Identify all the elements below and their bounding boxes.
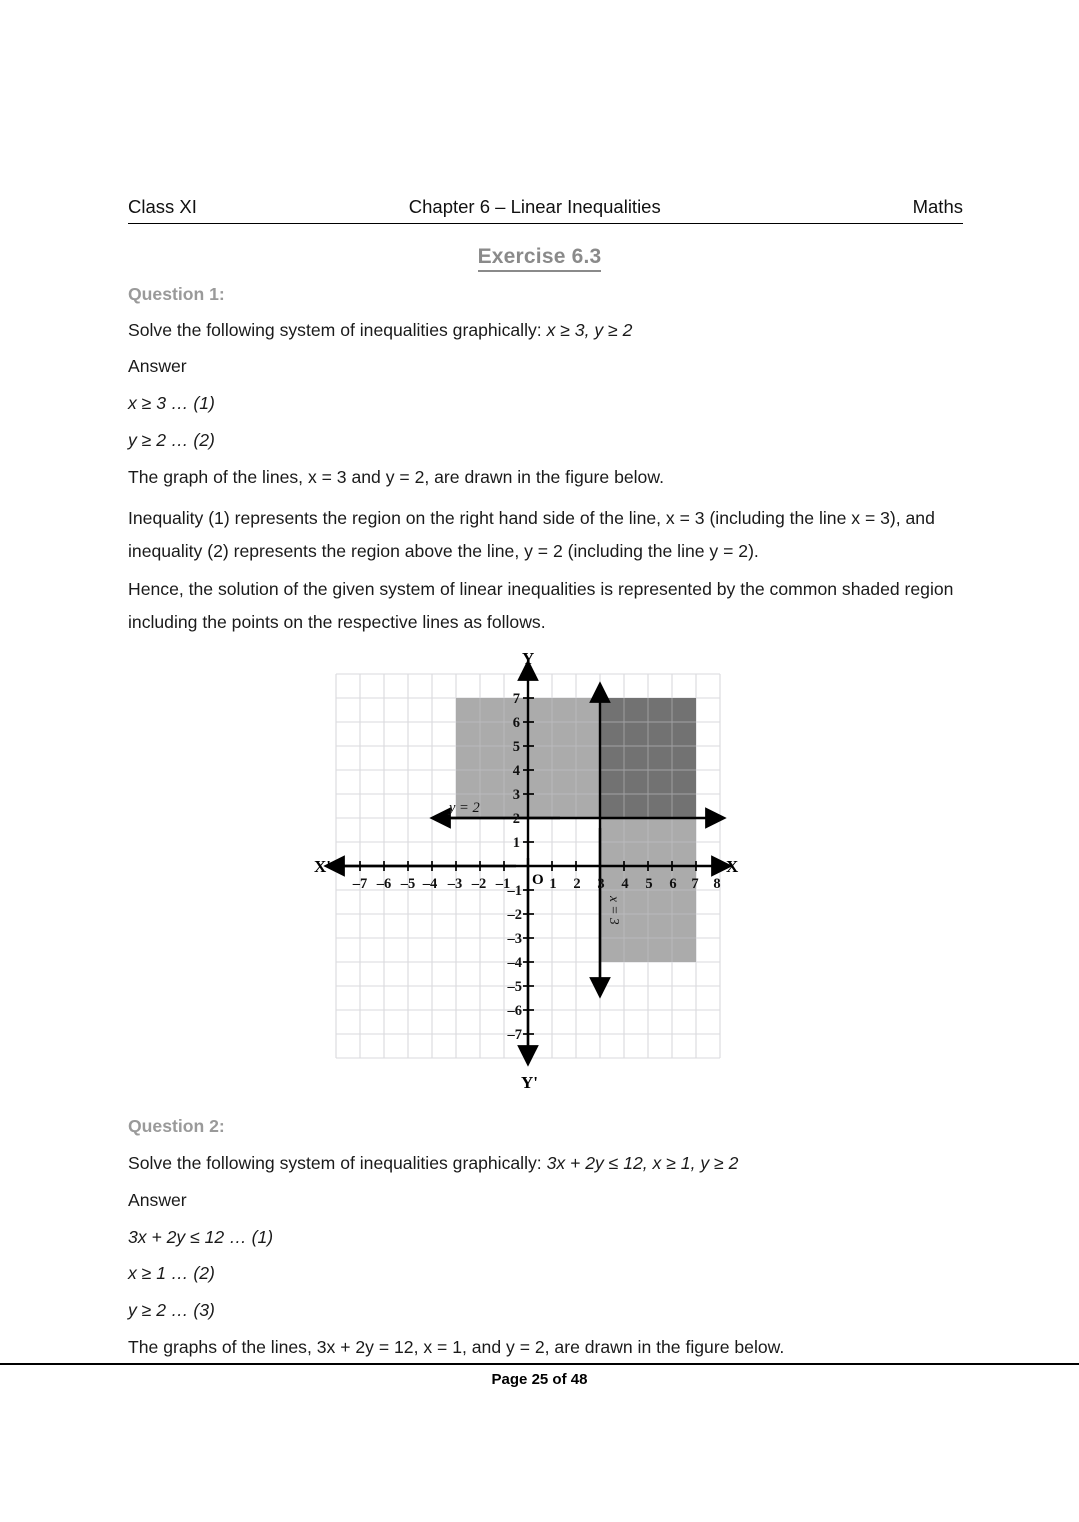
question-1-equation-2 (128, 430, 964, 451)
label-line-x-equals-3: x = 3 (607, 896, 622, 925)
axis-label-y-positive: Y (522, 649, 535, 668)
question-1-para-3: Hence, the solution of the given system of linear inequalities is represented by the common shaded region including the points on the respective lines as follows. (128, 579, 954, 632)
x-tick-label: –1 (495, 876, 511, 892)
x-tick-label: –7 (352, 876, 368, 892)
x-tick-label: –6 (376, 876, 392, 892)
question-2-prompt (128, 1153, 964, 1174)
header-class: Class XI (128, 196, 197, 217)
question-1-para-2: Inequality (1) represents the region on the right hand side of the line, x = 3 (including the line x = 3), and inequality (2) represents the region above the line, y = 2 (including the line y = 2). (128, 508, 935, 561)
question-2-prompt-prefix: Solve the following system of inequalities graphically: (128, 1153, 547, 1173)
axis-label-y-negative: Y' (521, 1073, 538, 1092)
y-tick-label: 2 (512, 811, 520, 827)
label-line-y-equals-2: y = 2 (449, 800, 480, 816)
question-2-equation-3 (128, 1300, 964, 1321)
y-tick-label: –3 (507, 931, 522, 947)
x-tick-label: –5 (400, 876, 416, 892)
question-1-prompt (128, 320, 964, 341)
y-tick-label: –5 (507, 979, 522, 995)
x-tick-label: 7 (691, 876, 699, 892)
question-1-equation-2-text: y ≥ 2 … (2) (128, 429, 215, 450)
question-1-block (128, 286, 964, 645)
x-tick-label: 4 (621, 876, 629, 892)
question-2-prompt-math: 3x + 2y ≤ 12, x ≥ 1, y ≥ 2 (546, 1153, 739, 1173)
x-tick-label: 5 (645, 876, 653, 892)
x-tick-label: –4 (422, 876, 438, 892)
question-2-equation-1-text: 3x + 2y ≤ 12 … (1) (128, 1226, 274, 1247)
x-tick-label: 6 (669, 876, 677, 892)
question-2-block (128, 1116, 964, 1374)
y-tick-label: –4 (507, 955, 522, 971)
question-2-para-1: The graphs of the lines, 3x + 2y = 12, x = 1, and y = 2, are drawn in the figure below. (128, 1336, 785, 1357)
page-header (128, 196, 963, 224)
x-tick-label: 8 (713, 876, 721, 892)
question-1-prompt-math: x ≥ 3, y ≥ 2 (546, 319, 633, 340)
question-1-para-1: The graph of the lines, x = 3 and y = 2, are drawn in the figure below. (128, 466, 664, 487)
exercise-title-text: Exercise 6.3 (478, 245, 602, 272)
y-tick-label: –2 (507, 907, 522, 923)
x-tick-label: 3 (597, 876, 605, 892)
y-tick-label: –7 (507, 1027, 522, 1043)
question-2-equation-3-text: y ≥ 2 … (3) (128, 1300, 215, 1320)
footer-divider (0, 1363, 1079, 1365)
question-2-answer-label: Answer (128, 1189, 187, 1210)
question-1-prompt-prefix: Solve the following system of inequalities graphically: (128, 319, 547, 340)
origin-label: O (532, 872, 544, 888)
y-tick-label: 4 (512, 763, 520, 779)
question-2-heading: Question 2: (128, 1116, 225, 1136)
x-tick-label: 1 (549, 876, 557, 892)
question-1-equation-1 (128, 393, 964, 414)
question-1-equation-1-text: x ≥ 3 … (1) (128, 393, 215, 414)
y-tick-label: 3 (512, 787, 520, 803)
axis-label-x-positive: X (726, 857, 739, 876)
graph-figure-question-1 (310, 648, 770, 1093)
header-subject: Maths (912, 196, 963, 217)
x-tick-label: –3 (447, 876, 463, 892)
footer-page-number: Page 25 of 48 (491, 1371, 588, 1388)
header-chapter: Chapter 6 – Linear Inequalities (408, 196, 661, 217)
y-tick-label: 5 (512, 739, 520, 755)
y-tick-label: 6 (512, 715, 520, 731)
question-2-equation-1 (128, 1227, 964, 1248)
y-tick-label: 1 (512, 835, 520, 851)
y-tick-label: –1 (507, 883, 522, 899)
axis-label-x-negative: X' (314, 857, 331, 876)
x-tick-label: –2 (471, 876, 487, 892)
question-1-answer-label: Answer (128, 356, 187, 377)
y-tick-label: –6 (507, 1003, 522, 1019)
question-1-heading: Question 1: (128, 284, 225, 304)
y-tick-label: 7 (512, 691, 520, 707)
exercise-title (0, 245, 1079, 269)
x-tick-label: 2 (573, 876, 581, 892)
question-2-equation-2-text: x ≥ 1 … (2) (128, 1263, 215, 1284)
question-2-equation-2 (128, 1263, 964, 1284)
